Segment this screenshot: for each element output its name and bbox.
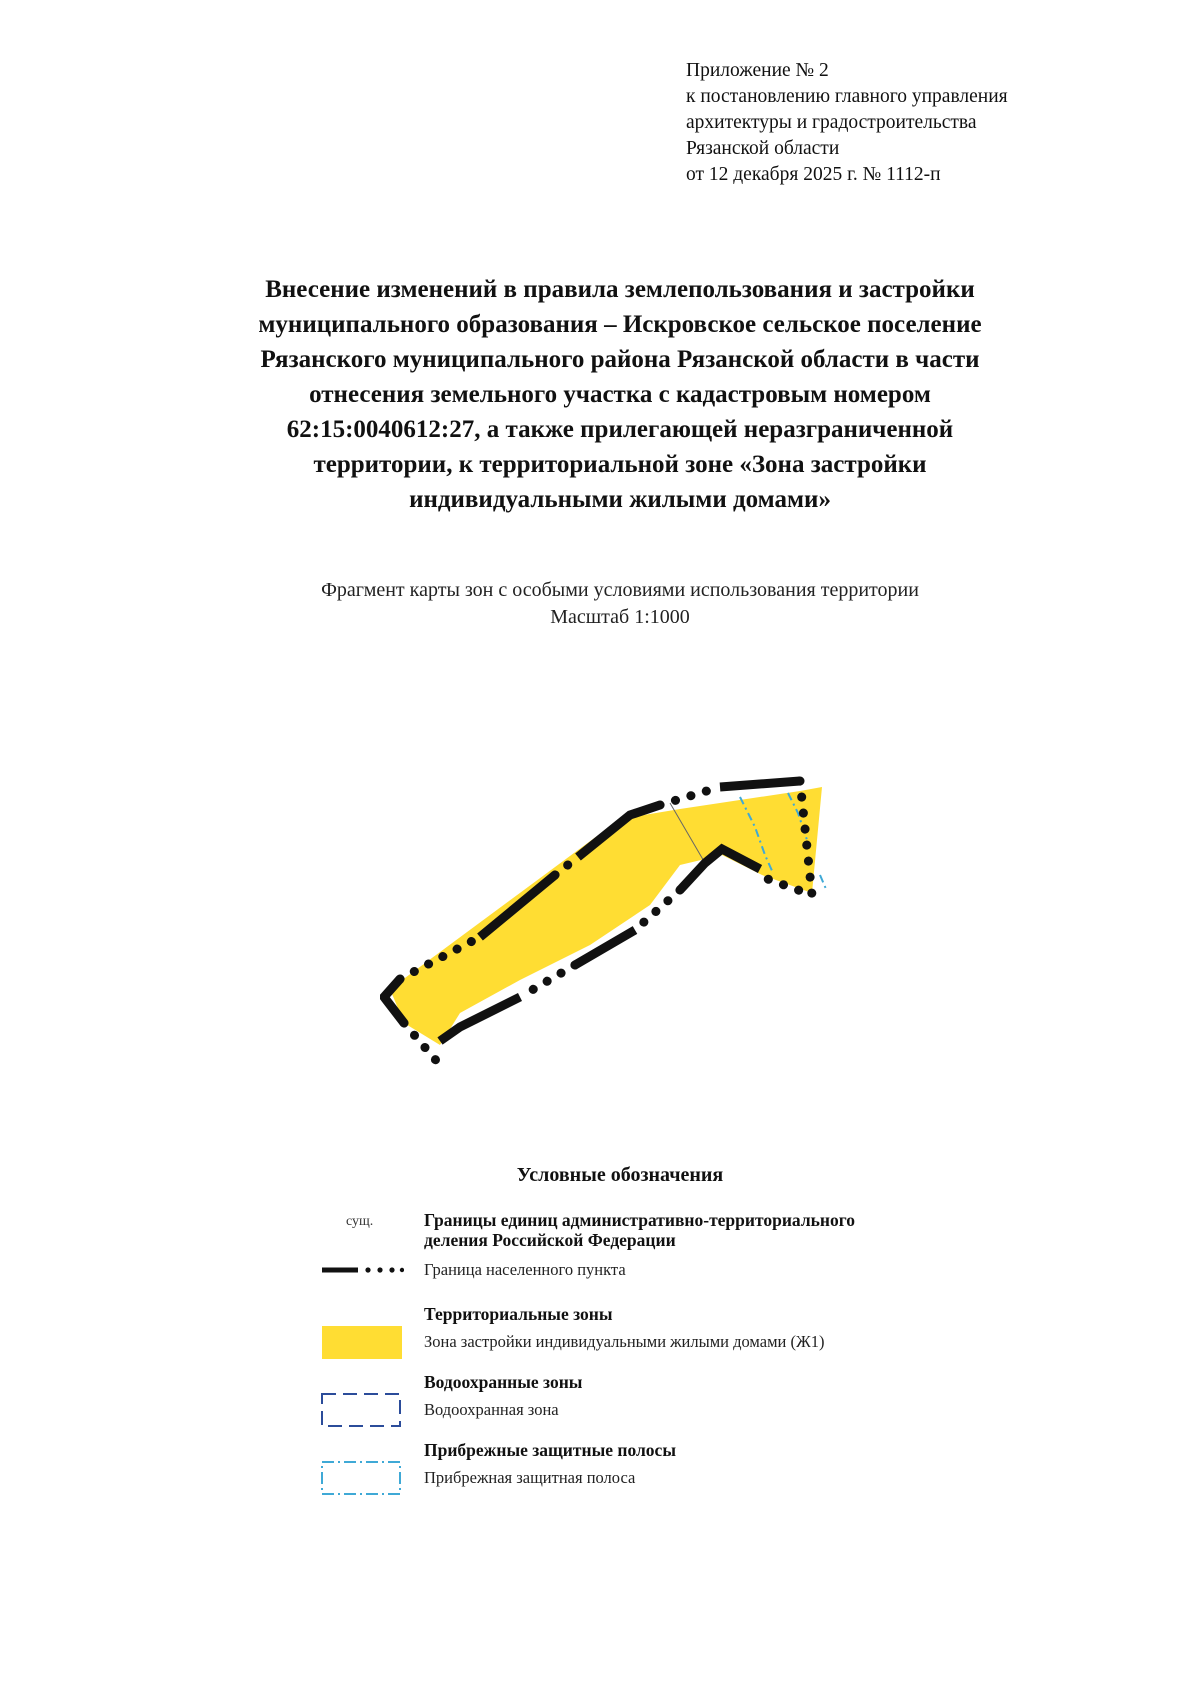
title-line: муниципального образования – Искровское сельское поселение xyxy=(258,311,982,338)
map-caption xyxy=(150,577,1090,631)
appendix-block xyxy=(686,58,1156,188)
map-caption-text: Фрагмент карты зон с особыми условиями использования территории xyxy=(321,579,919,601)
appendix-line: к постановлению главного управления xyxy=(686,86,1008,107)
map-scale: Масштаб 1:1000 xyxy=(550,606,690,628)
zone-zh1-swatch xyxy=(322,1326,402,1359)
document-title xyxy=(150,272,1090,517)
map-fragment xyxy=(380,765,840,1085)
legend-heading-admin xyxy=(424,1210,855,1250)
settlement-boundary-symbol xyxy=(322,1262,404,1278)
legend-item-coastal-strip: Прибрежная защитная полоса xyxy=(424,1468,636,1487)
legend-heading-water: Водоохранные зоны xyxy=(424,1372,583,1392)
legend-heading-line: Границы единиц административно-территориального xyxy=(424,1210,855,1230)
title-line: Внесение изменений в правила землепользования и застройки xyxy=(265,276,975,303)
legend-title: Условные обозначения xyxy=(516,1164,724,1186)
zone-zh1-area xyxy=(390,787,822,1045)
water-protection-symbol xyxy=(320,1392,404,1430)
legend-heading-zones: Территориальные зоны xyxy=(424,1304,613,1324)
appendix-line: Рязанской области xyxy=(686,138,840,159)
coastal-strip-symbol xyxy=(320,1460,404,1498)
title-line: Рязанского муниципального района Рязанской области в части xyxy=(260,346,980,373)
appendix-line: архитектуры и градостроительства xyxy=(686,112,977,133)
appendix-line: Приложение № 2 xyxy=(686,60,829,81)
legend-heading-line: деления Российской Федерации xyxy=(424,1230,676,1250)
legend-heading-coastal: Прибрежные защитные полосы xyxy=(424,1440,676,1460)
legend-item-settlement-boundary: Граница населенного пункта xyxy=(424,1260,626,1279)
title-line: территории, к территориальной зоне «Зона застройки xyxy=(313,451,927,478)
legend-item-water-zone: Водоохранная зона xyxy=(424,1400,559,1419)
title-line: 62:15:0040612:27, а также прилегающей неразграниченной xyxy=(286,416,954,443)
title-line: отнесения земельного участка с кадастровым номером xyxy=(309,381,931,408)
title-line: индивидуальными жилыми домами» xyxy=(409,486,831,513)
legend-symbol-label: сущ. xyxy=(346,1214,374,1229)
appendix-line: от 12 декабря 2025 г. № 1112-п xyxy=(686,164,941,185)
legend-item-zone-zh1: Зона застройки индивидуальными жилыми домами (Ж1) xyxy=(424,1332,825,1351)
